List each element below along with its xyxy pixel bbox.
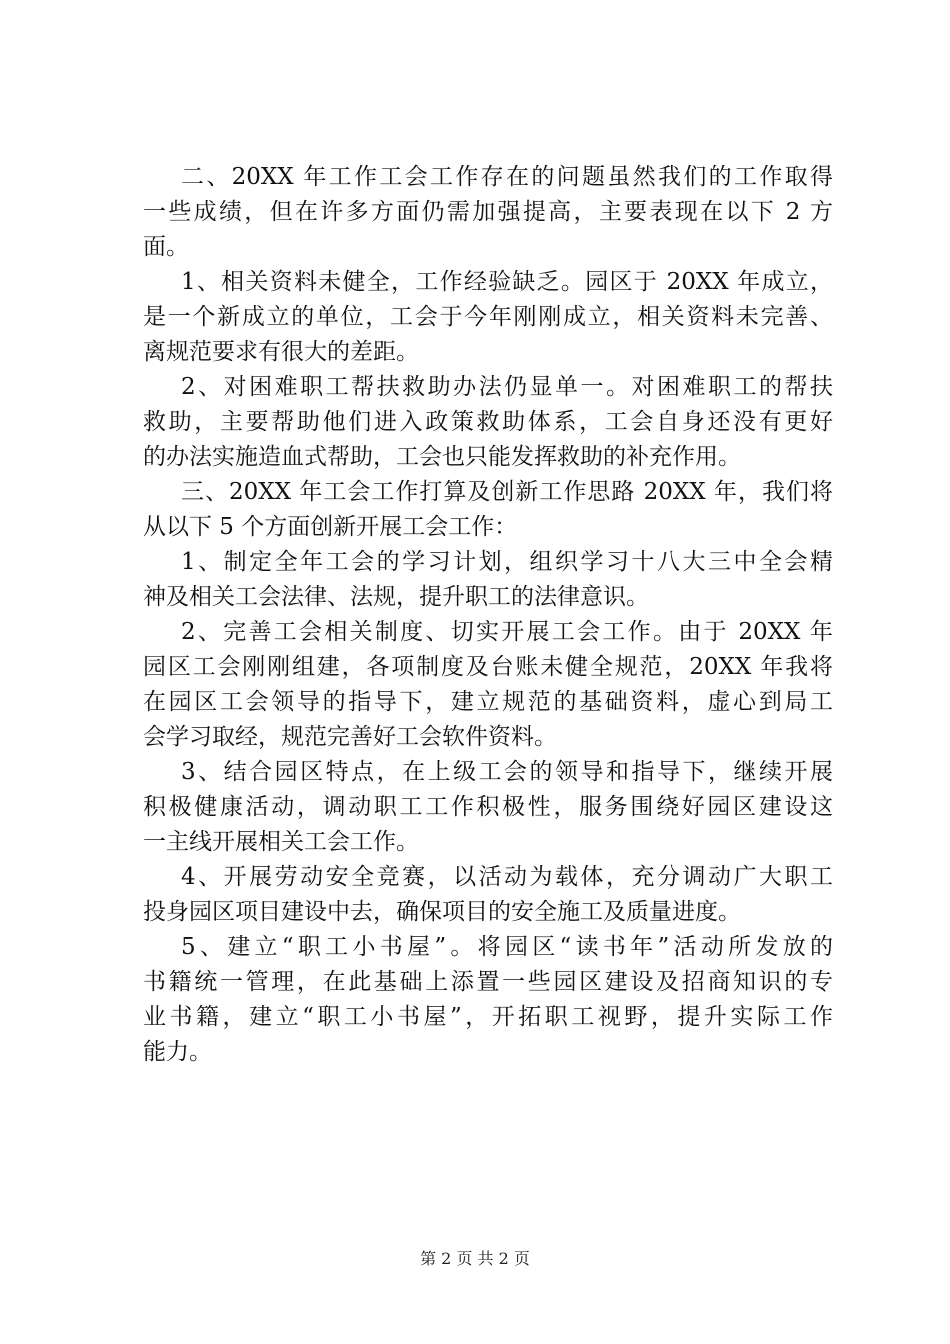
paragraph-line: 三、20XX 年工会工作打算及创新工作思路 20XX 年，我们将: [181, 479, 833, 505]
document-body: [143, 160, 833, 1070]
paragraph-line: 1、相关资料未健全，工作经验缺乏。园区于 20XX 年成立，: [181, 269, 833, 295]
paragraph-line: 一些成绩，但在许多方面仍需加强提高，主要表现在以下 2 方: [143, 199, 833, 225]
paragraph-line: 二、20XX 年工作工会工作存在的问题虽然我们的工作取得: [181, 164, 833, 190]
paragraph-line: 1、制定全年工会的学习计划，组织学习十八大三中全会精: [181, 549, 833, 575]
paragraph-line: 2、对困难职工帮扶救助办法仍显单一。对困难职工的帮扶: [181, 374, 833, 400]
paragraph-line: 从以下 5 个方面创新开展工会工作：: [143, 514, 518, 540]
paragraph-line: 面。: [143, 234, 189, 260]
paragraph-line: 是一个新成立的单位，工会于今年刚刚成立，相关资料未完善、: [143, 304, 833, 330]
paragraph-line: 救助，主要帮助他们进入政策救助体系，工会自身还没有更好: [143, 409, 833, 435]
paragraph-line: 3、结合园区特点，在上级工会的领导和指导下，继续开展: [181, 759, 833, 785]
paragraph-line: 书籍统一管理，在此基础上添置一些园区建设及招商知识的专: [143, 969, 833, 995]
paragraph-line: 一主线开展相关工会工作。: [143, 829, 419, 855]
paragraph-line: 投身园区项目建设中去，确保项目的安全施工及质量进度。: [143, 899, 741, 925]
paragraph-line: 会学习取经，规范完善好工会软件资料。: [143, 724, 557, 750]
paragraph-line: 园区工会刚刚组建，各项制度及台账未健全规范，20XX 年我将: [143, 654, 833, 680]
paragraph-line: 的办法实施造血式帮助，工会也只能发挥救助的补充作用。: [143, 444, 741, 470]
paragraph-line: 离规范要求有很大的差距。: [143, 339, 419, 365]
paragraph-line: 积极健康活动，调动职工工作积极性，服务围绕好园区建设这: [143, 794, 833, 820]
paragraph-line: 2、完善工会相关制度、切实开展工会工作。由于 20XX 年: [181, 619, 833, 645]
paragraph-line: 业书籍，建立“职工小书屋”，开拓职工视野，提升实际工作: [143, 1004, 833, 1030]
paragraph-line: 4、开展劳动安全竞赛，以活动为载体，充分调动广大职工: [181, 864, 833, 890]
paragraph-line: 在园区工会领导的指导下，建立规范的基础资料，虚心到局工: [143, 689, 833, 715]
paragraph-line: 神及相关工会法律、法规，提升职工的法律意识。: [143, 584, 649, 610]
page-number-footer: 第 2 页 共 2 页: [420, 1249, 530, 1268]
paragraph-line: 能力。: [143, 1039, 212, 1065]
paragraph-line: 5、建立“职工小书屋”。将园区“读书年”活动所发放的: [181, 934, 833, 960]
